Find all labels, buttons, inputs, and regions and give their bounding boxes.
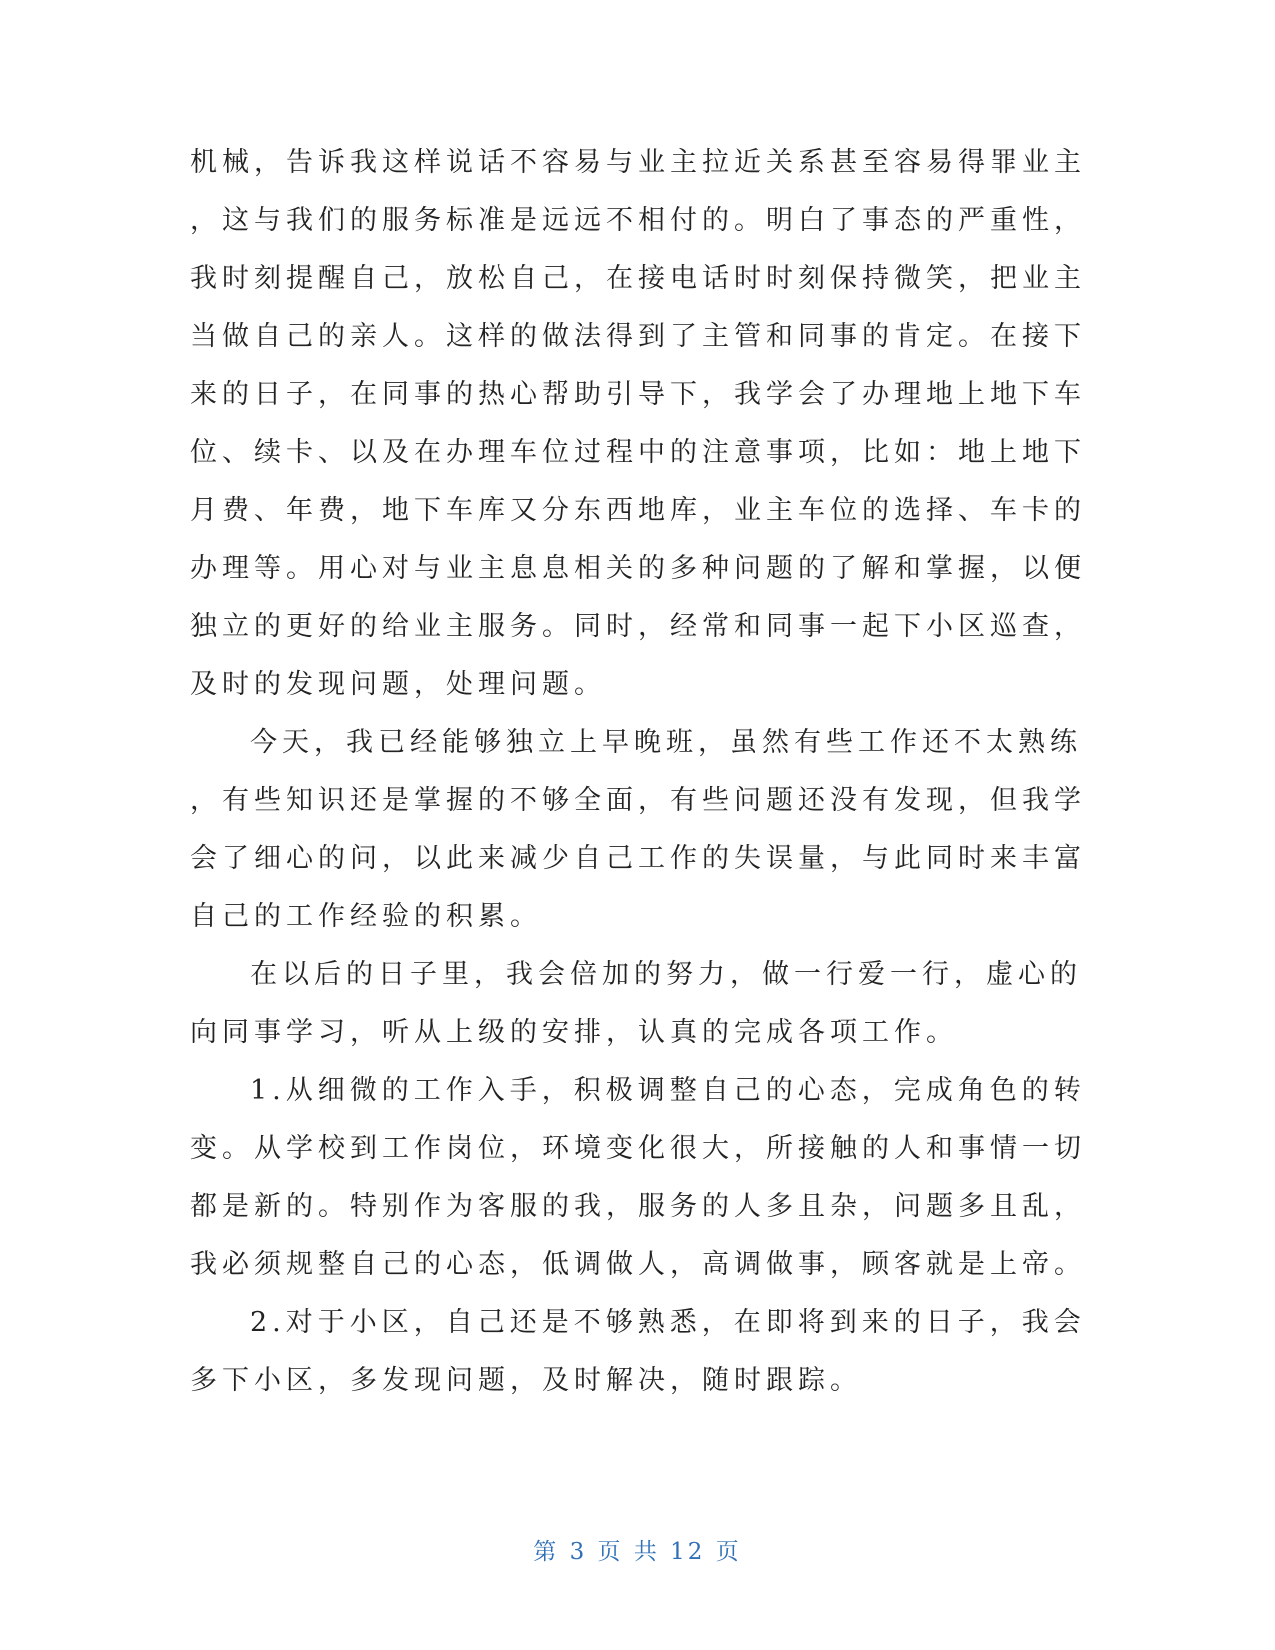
text-line: 月费、年费，地下车库又分东西地库，业主车位的选择、车卡的 — [190, 495, 1086, 526]
paragraph-first-line: 在以后的日子里，我会倍加的努力，做一行爱一行，虚心的 — [250, 959, 1082, 990]
text-line: 变。从学校到工作岗位，环境变化很大，所接触的人和事情一切 — [190, 1133, 1086, 1164]
text-line: 都是新的。特别作为客服的我，服务的人多且杂，问题多且乱， — [190, 1191, 1086, 1222]
text-line: 办理等。用心对与业主息息相关的多种问题的了解和掌握，以便 — [190, 553, 1086, 584]
text-line: ，这与我们的服务标准是远远不相付的。明白了事态的严重性， — [190, 205, 1086, 236]
text-line: ，有些知识还是掌握的不够全面，有些问题还没有发现，但我学 — [190, 785, 1086, 816]
text-line: 多下小区，多发现问题，及时解决，随时跟踪。 — [190, 1365, 862, 1396]
text-line: 我时刻提醒自己，放松自己，在接电话时时刻保持微笑，把业主 — [190, 263, 1086, 294]
text-line: 来的日子，在同事的热心帮助引导下，我学会了办理地上地下车 — [190, 379, 1086, 410]
text-line: 我必须规整自己的心态，低调做人，高调做事，顾客就是上帝。 — [190, 1249, 1086, 1280]
text-line: 位、续卡、以及在办理车位过程中的注意事项，比如：地上地下 — [190, 437, 1086, 468]
text-line: 机械，告诉我这样说话不容易与业主拉近关系甚至容易得罪业主 — [190, 147, 1086, 178]
text-line: 向同事学习，听从上级的安排，认真的完成各项工作。 — [190, 1017, 958, 1048]
text-line: 自己的工作经验的积累。 — [190, 901, 542, 932]
text-line: 及时的发现问题，处理问题。 — [190, 669, 606, 700]
text-line: 当做自己的亲人。这样的做法得到了主管和同事的肯定。在接下 — [190, 321, 1086, 352]
text-line: 会了细心的问，以此来减少自己工作的失误量，与此同时来丰富 — [190, 843, 1086, 874]
list-item-1-first-line: 1.从细微的工作入手，积极调整自己的心态，完成角色的转 — [250, 1075, 1086, 1106]
paragraph-first-line: 今天，我已经能够独立上早晚班，虽然有些工作还不太熟练 — [250, 727, 1082, 758]
text-line: 独立的更好的给业主服务。同时，经常和同事一起下小区巡查， — [190, 611, 1086, 642]
page-number-footer: 第 3 页 共 12 页 — [533, 1539, 742, 1565]
list-item-2-first-line: 2.对于小区，自己还是不够熟悉，在即将到来的日子，我会 — [250, 1307, 1086, 1338]
